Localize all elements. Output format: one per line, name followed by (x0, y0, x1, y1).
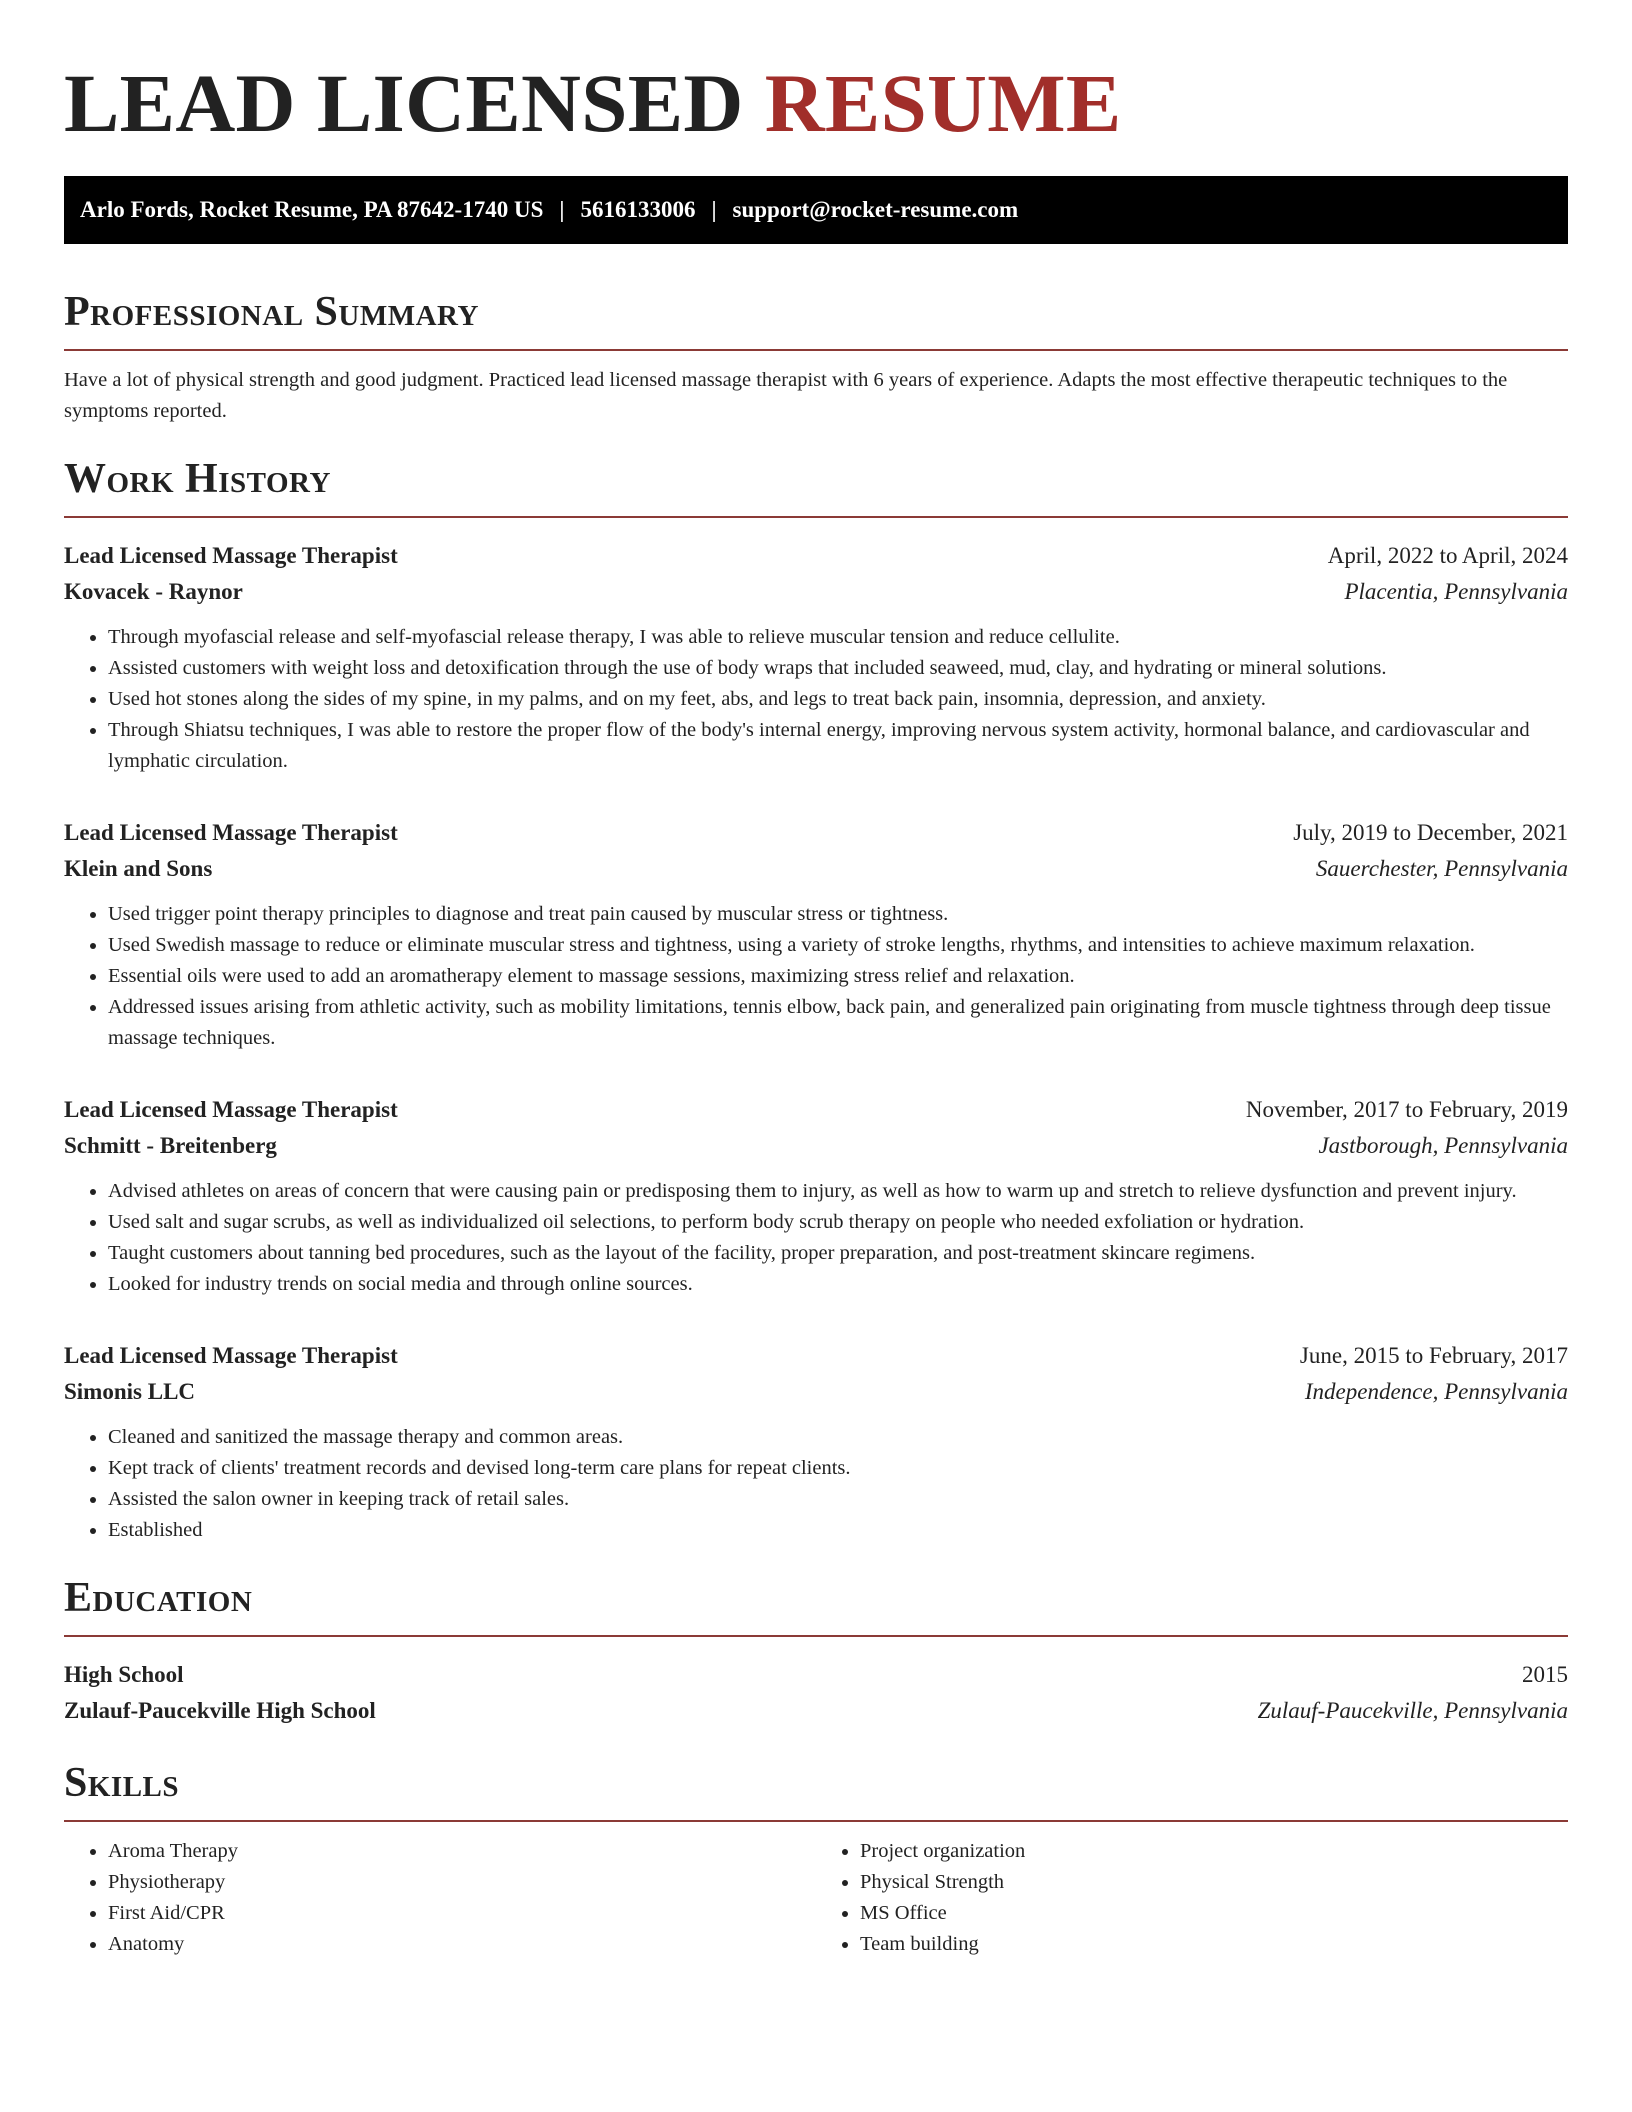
job-bullet: • Through myofascial release and self-myofascial release therapy, I was able to relieve muscular tension and reduce cellulite. (108, 622, 1568, 653)
job-bullets (64, 1422, 1568, 1546)
education-section (64, 1574, 1568, 1729)
job-entry (64, 815, 1568, 1054)
skills-section (64, 1759, 1568, 1960)
job-bullets (64, 622, 1568, 777)
job-company: Schmitt - Breitenberg (64, 1133, 277, 1158)
section-heading: Work History (64, 455, 1568, 518)
work-history-section (64, 455, 1568, 1546)
job-bullet: • Kept track of clients' treatment records and devised long-term care plans for repeat clients. (108, 1453, 1568, 1484)
contact-separator: | (559, 197, 565, 222)
job-company-row (64, 851, 1568, 887)
job-bullet: • Cleaned and sanitized the massage therapy and common areas. (108, 1422, 1568, 1453)
job-bullet: • Established (108, 1515, 1568, 1546)
job-location: Independence, Pennsylvania (1304, 1379, 1568, 1404)
job-bullet: • Addressed issues arising from athletic activity, such as mobility limitations, tennis elbow, back pain, and generalized pain originating from muscle tightness through deep tissue massage techniques. (108, 992, 1568, 1054)
skill-item: • Project organization (860, 1836, 1568, 1867)
education-school: Zulauf-Paucekville High School (64, 1698, 376, 1723)
skill-item: • First Aid/CPR (108, 1898, 816, 1929)
job-bullet: • Used Swedish massage to reduce or eliminate muscular stress and tightness, using a variety of stroke lengths, rhythms, and intensities to achieve maximum relaxation. (108, 930, 1568, 961)
job-bullet: • Used trigger point therapy principles to diagnose and treat pain caused by muscular stress or tightness. (108, 899, 1568, 930)
job-header-row (64, 1092, 1568, 1128)
job-bullet: • Assisted the salon owner in keeping track of retail sales. (108, 1484, 1568, 1515)
resume-title (64, 0, 1568, 149)
job-bullet: • Used salt and sugar scrubs, as well as individualized oil selections, to perform body scrub therapy on people who needed exfoliation or hydration. (108, 1207, 1568, 1238)
skill-item: • Physical Strength (860, 1867, 1568, 1898)
skill-item: • Aroma Therapy (108, 1836, 816, 1867)
job-dates: June, 2015 to February, 2017 (1299, 1343, 1568, 1368)
job-entry (64, 538, 1568, 777)
education-year: 2015 (1522, 1662, 1568, 1687)
contact-phone: 5616133006 (580, 197, 696, 222)
skill-item: • Physiotherapy (108, 1867, 816, 1898)
job-bullet: • Through Shiatsu techniques, I was able to restore the proper flow of the body's internal energy, improving nervous system activity, hormonal balance, and cardiovascular and lymphatic circulation. (108, 715, 1568, 777)
job-company: Klein and Sons (64, 856, 213, 881)
job-bullet: • Looked for industry trends on social media and through online sources. (108, 1269, 1568, 1300)
education-header-row (64, 1657, 1568, 1693)
job-header-row (64, 815, 1568, 851)
job-bullet: • Assisted customers with weight loss and detoxification through the use of body wraps that included seaweed, mud, clay, and hydrating or mineral solutions. (108, 653, 1568, 684)
summary-section (64, 288, 1568, 427)
contact-email: support@rocket-resume.com (732, 197, 1019, 222)
skills-column-left (64, 1836, 816, 1960)
job-dates: July, 2019 to December, 2021 (1293, 820, 1568, 845)
education-degree: High School (64, 1662, 184, 1687)
job-title: Lead Licensed Massage Therapist (64, 820, 398, 845)
job-bullets (64, 899, 1568, 1054)
contact-bar (64, 176, 1568, 244)
job-location: Placentia, Pennsylvania (1344, 579, 1568, 604)
job-title: Lead Licensed Massage Therapist (64, 1343, 398, 1368)
job-header-row (64, 1338, 1568, 1374)
skills-grid (64, 1836, 1568, 1960)
contact-address: Arlo Fords, Rocket Resume, PA 87642-1740 US (80, 197, 544, 222)
skill-item: • Anatomy (108, 1929, 816, 1960)
title-main: LEAD LICENSED (64, 57, 744, 149)
contact-separator: | (711, 197, 717, 222)
skills-column-right (816, 1836, 1568, 1960)
job-header-row (64, 538, 1568, 574)
job-entry (64, 1092, 1568, 1300)
job-company-row (64, 574, 1568, 610)
job-title: Lead Licensed Massage Therapist (64, 1097, 398, 1122)
section-heading: Skills (64, 1759, 1568, 1822)
summary-text: Have a lot of physical strength and good judgment. Practiced lead licensed massage therapist with 6 years of experience. Adapts the most effective therapeutic techniques to the symptoms reported. (64, 369, 1508, 422)
job-dates: November, 2017 to February, 2019 (1245, 1097, 1568, 1122)
job-bullet: • Used hot stones along the sides of my spine, in my palms, and on my feet, abs, and legs to treat back pain, insomnia, depression, and anxiety. (108, 684, 1568, 715)
job-entry (64, 1338, 1568, 1546)
job-bullet: • Essential oils were used to add an aromatherapy element to massage sessions, maximizing stress relief and relaxation. (108, 961, 1568, 992)
job-location: Jastborough, Pennsylvania (1318, 1133, 1568, 1158)
job-bullet: • Advised athletes on areas of concern that were causing pain or predisposing them to injury, as well as how to warm up and stretch to relieve dysfunction and prevent injury. (108, 1176, 1568, 1207)
job-company: Kovacek - Raynor (64, 579, 243, 604)
section-heading: Professional Summary (64, 288, 1568, 351)
section-heading: Education (64, 1574, 1568, 1637)
job-dates: April, 2022 to April, 2024 (1327, 543, 1568, 568)
job-company-row (64, 1374, 1568, 1410)
education-location: Zulauf-Paucekville, Pennsylvania (1257, 1698, 1568, 1723)
job-bullet: • Taught customers about tanning bed procedures, such as the layout of the facility, proper preparation, and post-treatment skincare regimens. (108, 1238, 1568, 1269)
title-accent: RESUME (764, 57, 1122, 149)
job-company: Simonis LLC (64, 1379, 196, 1404)
job-title: Lead Licensed Massage Therapist (64, 543, 398, 568)
skill-item: • MS Office (860, 1898, 1568, 1929)
education-school-row (64, 1693, 1568, 1729)
job-location: Sauerchester, Pennsylvania (1315, 856, 1568, 881)
education-entry (64, 1657, 1568, 1729)
job-bullets (64, 1176, 1568, 1300)
job-company-row (64, 1128, 1568, 1164)
skill-item: • Team building (860, 1929, 1568, 1960)
